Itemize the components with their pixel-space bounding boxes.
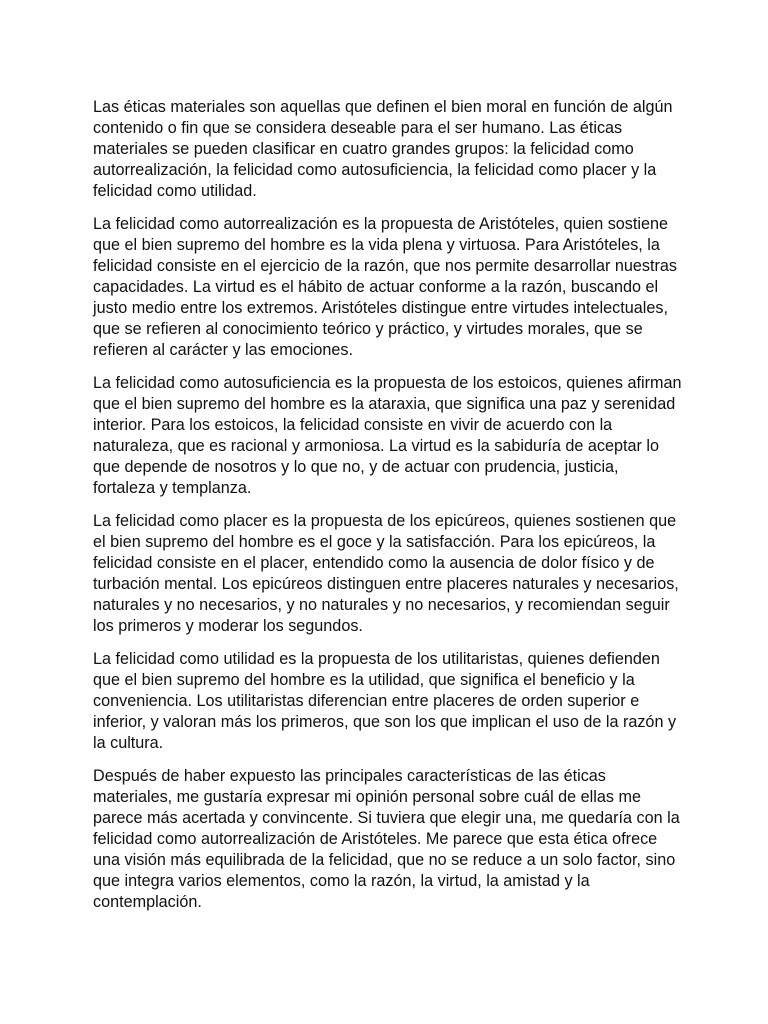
paragraph-utilidad: La felicidad como utilidad es la propuesta de los utilitaristas, quienes defienden que el bien supremo del hombre es la utilidad, que significa el beneficio y la conveniencia. Los utilitaristas diferencian entre placeres de orden superior e inferior, y valoran más los primeros, que son los que implican el uso de la razón y la cultura. (93, 650, 677, 752)
paragraph-autorrealizacion: La felicidad como autorrealización es la propuesta de Aristóteles, quien sostiene que el bien supremo del hombre es la vida plena y virtuosa. Para Aristóteles, la felicidad consiste en el ejercicio de la razón, que nos permite desarrollar nuestras capacidades. La virtud es el hábito de actuar conforme a la razón, buscando el justo medio entre los extremos. Aristóteles distingue entre virtudes intelectuales, que se refieren al conocimiento teórico y práctico, y virtudes morales, que se refieren al carácter y las emociones. (93, 215, 677, 359)
paragraph-autosuficiencia: La felicidad como autosuficiencia es la propuesta de los estoicos, quienes afirman que el bien supremo del hombre es la ataraxia, que significa una paz y serenidad interior. Para los estoicos, la felicidad consiste en vivir de acuerdo con la naturaleza, que es racional y armoniosa. La virtud es la sabiduría de aceptar lo que depende de nosotros y lo que no, y de actuar con prudencia, justicia, fortaleza y templanza. (93, 374, 682, 497)
paragraph-opinion: Después de haber expuesto las principales características de las éticas materiales, me gustaría expresar mi opinión personal sobre cuál de ellas me parece más acertada y convincente. Si tuviera que elegir una, me quedaría con la felicidad como autorrealización de Aristóteles. Me parece que esta ética ofrece una visión más equilibrada de la felicidad, que no se reduce a un solo factor, sino que integra varios elementos, como la razón, la virtud, la amistad y la contemplación. (93, 767, 680, 911)
paragraph-placer: La felicidad como placer es la propuesta de los epicúreos, quienes sostienen que el bien supremo del hombre es el goce y la satisfacción. Para los epicúreos, la felicidad consiste en el placer, entendido como la ausencia de dolor físico y de turbación mental. Los epicúreos distinguen entre placeres naturales y necesarios, naturales y no necesarios, y no naturales y no necesarios, y recomiendan seguir los primeros y moderar los segundos. (93, 512, 679, 635)
document-body (93, 97, 683, 925)
paragraph-intro: Las éticas materiales son aquellas que definen el bien moral en función de algún contenido o fin que se considera deseable para el ser humano. Las éticas materiales se pueden clasificar en cuatro grandes grupos: la felicidad como autorrealización, la felicidad como autosuficiencia, la felicidad como placer y la felicidad como utilidad. (93, 98, 673, 200)
